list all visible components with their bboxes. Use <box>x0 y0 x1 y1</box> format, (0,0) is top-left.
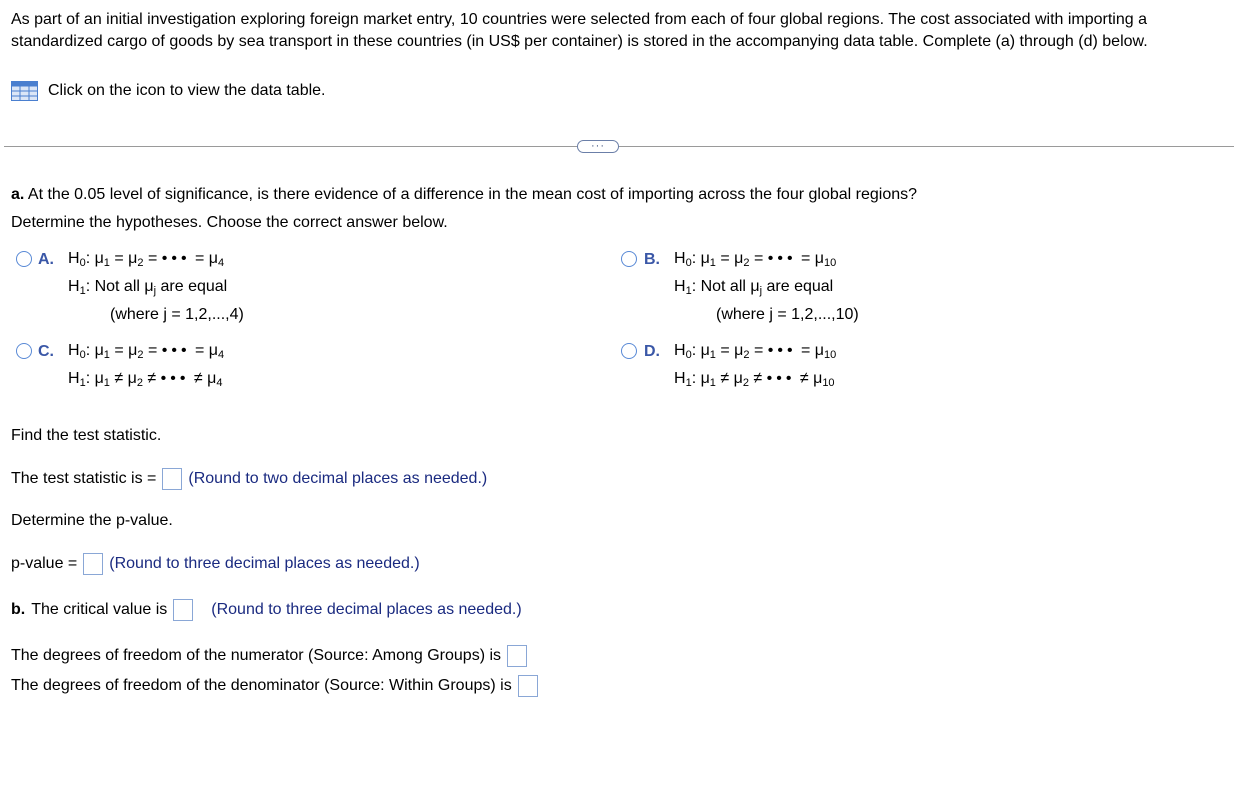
find-stat-prompt: Find the test statistic. <box>11 427 162 444</box>
p-value-input[interactable] <box>83 553 103 575</box>
option-d-h0-last: 10 <box>824 349 837 361</box>
option-a-h0: $H_0$: $\mu_1 = \mu_2$ = ••• = $\mu_4$ <box>68 250 225 269</box>
part-a-question-text: At the 0.05 level of significance, is there evidence of a difference in the mean cost of importing across the four global regions? <box>27 186 918 203</box>
option-a-h1-tail: are equal <box>156 278 228 295</box>
option-c-h0-last: 4 <box>218 349 225 361</box>
critical-value-row <box>11 599 522 621</box>
option-c-h1: $H_1$: $\mu_1 \ne \mu_2$ ≠ ••• ≠ $\mu_4$ <box>68 370 223 389</box>
p-value-prompt: Determine the p-value. <box>11 512 173 529</box>
option-d-h0: $H_0$: $\mu_1 = \mu_2$ = ••• = $\mu_{10}$ <box>674 342 837 361</box>
part-b-letter: b. <box>11 601 26 618</box>
df-numerator-row <box>11 645 527 667</box>
option-d-h1-last: 10 <box>822 377 835 389</box>
option-a-letter: A. <box>38 251 54 268</box>
option-a-h1: $H_1$: Not all $\mu_j$ are equal <box>68 278 228 297</box>
option-b-h0: $H_0$: $\mu_1 = \mu_2$ = ••• = $\mu_{10}$ <box>674 250 837 269</box>
df-denominator-input[interactable] <box>518 675 538 697</box>
df-numerator-label: The degrees of freedom of the numerator (Source: Among Groups) is <box>11 647 502 664</box>
part-a-letter: a. <box>11 186 25 203</box>
test-stat-hint: (Round to two decimal places as needed.) <box>188 470 488 487</box>
option-a-h1-text: Not all μ <box>94 278 154 295</box>
p-value-label: p-value = <box>11 555 78 572</box>
test-stat-row <box>11 468 487 490</box>
option-b-radio[interactable] <box>621 251 637 267</box>
option-b-h0-last: 10 <box>824 257 837 269</box>
test-stat-input[interactable] <box>162 468 182 490</box>
option-b-letter: B. <box>644 251 660 268</box>
option-a-h0-last: 4 <box>218 257 225 269</box>
option-b-h1: $H_1$: Not all $\mu_j$ are equal <box>674 278 834 297</box>
option-c-letter: C. <box>38 343 54 360</box>
critical-value-input[interactable] <box>173 599 193 621</box>
more-button[interactable]: ··· <box>577 140 619 153</box>
df-denominator-row <box>11 675 538 697</box>
option-b-h1-text: Not all μ <box>700 278 760 295</box>
test-stat-label: The test statistic is = <box>11 470 157 487</box>
critical-value-hint: (Round to three decimal places as needed.) <box>211 601 522 618</box>
option-a-radio[interactable] <box>16 251 32 267</box>
option-d-radio[interactable] <box>621 343 637 359</box>
part-a-question <box>11 186 917 204</box>
critical-value-label: The critical value is <box>31 601 168 618</box>
option-b-where: (where j = 1,2,...,10) <box>716 306 859 323</box>
option-d-letter: D. <box>644 343 660 360</box>
table-icon[interactable] <box>11 81 38 101</box>
df-denominator-label: The degrees of freedom of the denominator (Source: Within Groups) is <box>11 677 512 694</box>
option-c-h1-last: 4 <box>216 377 223 389</box>
option-c-radio[interactable] <box>16 343 32 359</box>
p-value-hint: (Round to three decimal places as needed.) <box>109 555 420 572</box>
data-table-link[interactable] <box>11 81 326 101</box>
option-d-h1: $H_1$: $\mu_1 \ne \mu_2$ ≠ ••• ≠ $\mu_{10}$ <box>674 370 835 389</box>
df-numerator-input[interactable] <box>507 645 527 667</box>
section-divider <box>4 146 1234 147</box>
hypotheses-prompt: Determine the hypotheses. Choose the correct answer below. <box>11 214 448 231</box>
data-table-link-label[interactable]: Click on the icon to view the data table. <box>48 82 326 99</box>
p-value-row <box>11 553 420 575</box>
option-a-h1-sub: j <box>153 285 157 297</box>
option-b-h1-tail: are equal <box>762 278 834 295</box>
intro-text: As part of an initial investigation exploring foreign market entry, 10 countries were selected from each of four global regions. The cost associated with importing a standardized cargo of goods by sea transport in these countries (in US$ per container) is stored in the accompanying data table. Complete (a) through (d) below. <box>11 11 1148 50</box>
option-c-h0: $H_0$: $\mu_1 = \mu_2$ = ••• = $\mu_4$ <box>68 342 225 361</box>
option-a-where: (where j = 1,2,...,4) <box>110 306 244 323</box>
option-b-h1-sub: j <box>759 285 763 297</box>
